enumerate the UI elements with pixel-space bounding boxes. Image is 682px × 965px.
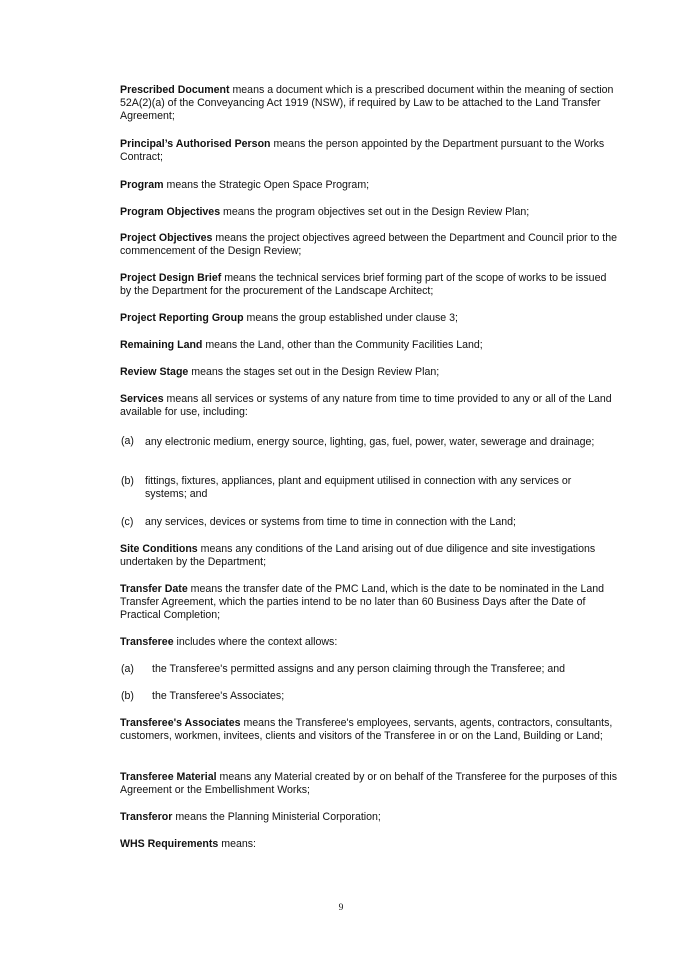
definition-text: means the Strategic Open Space Program; xyxy=(163,179,370,191)
definition-project-objectives xyxy=(120,232,620,258)
definition-term: Program xyxy=(120,179,164,191)
definition-transferees-associates xyxy=(120,717,620,743)
item-label: (b) xyxy=(121,690,134,702)
definition-text: means a document which is a prescribed document within the meaning of section 52A(2)(a) of the Conveyancing Act 1919 (NSW), if required by Law to be attached to the Land Transfer Agreement; xyxy=(120,84,614,122)
definition-term: Transfer Date xyxy=(120,583,188,595)
page-number: 9 xyxy=(338,903,344,913)
definition-term: WHS Requirements xyxy=(120,838,219,850)
definition-text: means all services or systems of any nature from time to time provided to any or all of the Land available for use, including: xyxy=(120,393,612,418)
definition-term: Transferee's Associates xyxy=(120,717,241,729)
definition-term: Program Objectives xyxy=(120,206,221,218)
definition-principals-authorised-person xyxy=(120,138,620,164)
definition-term: Transferee xyxy=(120,636,174,648)
definition-term: Services xyxy=(120,393,164,405)
definition-site-conditions xyxy=(120,543,620,569)
definition-remaining-land xyxy=(120,339,620,352)
item-text: fittings, fixtures, appliances, plant and equipment utilised in connection with any services or systems; and xyxy=(145,475,572,500)
definition-program xyxy=(120,179,620,192)
item-label: (b) xyxy=(121,475,134,487)
definition-prescribed-document xyxy=(120,84,620,123)
definition-transferee xyxy=(120,636,620,649)
definition-text: means any Material created by or on behalf of the Transferee for the purposes of this Agreement or the Embellishment Works; xyxy=(120,771,618,796)
definition-text: means any conditions of the Land arising out of due diligence and site investigations undertaken by the Department; xyxy=(120,543,596,568)
item-text: any services, devices or systems from time to time in connection with the Land; xyxy=(145,516,516,528)
definition-term: Project Objectives xyxy=(120,232,213,244)
item-label: (c) xyxy=(121,516,134,528)
definition-term: Prescribed Document xyxy=(120,84,230,96)
definition-term: Project Reporting Group xyxy=(120,312,244,324)
definition-services xyxy=(120,393,620,419)
definition-term: Remaining Land xyxy=(120,339,203,351)
definition-text: means the person appointed by the Department pursuant to the Works Contract; xyxy=(120,138,605,163)
definition-term: Principal’s Authorised Person xyxy=(120,138,271,150)
definition-term: Site Conditions xyxy=(120,543,198,555)
definition-text: means the group established under clause 3; xyxy=(243,312,458,324)
definition-transfer-date xyxy=(120,583,620,622)
definition-text: means the stages set out in the Design Review Plan; xyxy=(188,366,440,378)
definition-review-stage xyxy=(120,366,620,379)
item-text: the Transferee's Associates; xyxy=(152,690,285,702)
definition-term: Review Stage xyxy=(120,366,189,378)
item-text: the Transferee's permitted assigns and any person claiming through the Transferee; and xyxy=(152,663,566,675)
definition-text: means: xyxy=(218,838,256,850)
item-label: (a) xyxy=(121,663,134,675)
definition-term: Transferor xyxy=(120,811,173,823)
definition-text: means the Land, other than the Community Facilities Land; xyxy=(202,339,483,351)
definition-program-objectives xyxy=(120,206,620,219)
definition-text: means the Transferee's employees, servants, agents, contractors, consultants, customers, workmen, invitees, clients and visitors of the Transferee in or on the Land, Building or Land; xyxy=(120,717,613,742)
definition-text: means the program objectives set out in the Design Review Plan; xyxy=(220,206,530,218)
definition-term: Project Design Brief xyxy=(120,272,222,284)
definition-transferor xyxy=(120,811,620,824)
definition-term: Transferee Material xyxy=(120,771,217,783)
item-label: (a) xyxy=(121,435,134,447)
definition-text: means the project objectives agreed between the Department and Council prior to the commencement of the Design Review; xyxy=(120,232,618,257)
definition-text: means the technical services brief forming part of the scope of works to be issued by the Department for the procurement of the Landscape Architect; xyxy=(120,272,607,297)
definition-transferee-material xyxy=(120,771,620,797)
definition-text: includes where the context allows: xyxy=(173,636,338,648)
definition-text: means the Planning Ministerial Corporation; xyxy=(172,811,381,823)
definition-whs-requirements xyxy=(120,838,620,851)
item-text: any electronic medium, energy source, lighting, gas, fuel, power, water, sewerage and drainage; xyxy=(145,436,595,448)
definition-project-design-brief xyxy=(120,272,620,298)
definition-text: means the transfer date of the PMC Land, which is the date to be nominated in the Land Transfer Agreement, which the parties intend to be no later than 60 Business Days after the Date of Practical Completion; xyxy=(120,583,605,621)
definition-project-reporting-group xyxy=(120,312,620,325)
